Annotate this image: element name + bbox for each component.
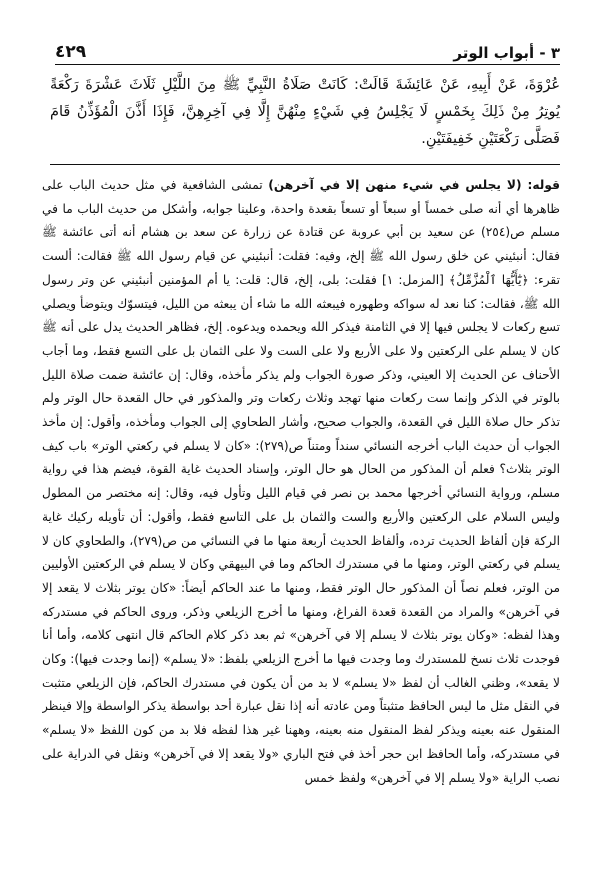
- commentary-text: تمشى الشافعية في مثل حديث الباب على ظاهرها أي أنه صلى خمساً أو سبعاً أو تسعاً بقعدة واحدة، وعلينا جوابه، وأشكل من حديث الباب ما في مسلم ص(٢٥٤) عن سعيد بن أبي عروبة عن قتادة عن زرارة عن سعد بن هشام أنه أتى عائشة ﷺ فقال: أنبئيني عن خلق رسول الله ﷺ إلخ، وفيه: فقلت: أنبئيني عن قيام رسول الله ﷺ فقالت: ألست تقرء: ﴿يَٰٓأَيُّهَا ٱلْمُزَّمِّلُ﴾ [المزمل: ١] فقلت: بلى، إلخ، قال: قلت: يا أم المؤمنين أنبئيني عن وتر رسول الله ﷺ، فقالت: كنا نعد له سواكه وطهوره فيبعثه الله ما شاء أن يبعثه من الليل، فيتسوّك ويتوضأ ويصلي تسع ركعات لا يجلس فيها إلا في الثامنة فيذكر الله ويحمده ويدعوه. إلخ، فظاهر الحديث يدل على أنه ﷺ كان لا يسلم على الركعتين ولا على الأربع ولا على الست ولا على الثمان بل على التسع فقط، وما أجاب الأحناف عن الحديث إلا العيني، وذكر صورة الجواب ولم يذكر مأخذه، وقال: إن عائشة ضمت صلاة الليل بالوتر في الذكر وإنما ست ركعات منها تهجد وثلاث ركعات وتر والمذكور في حال القعدة حال الوتر ولم تذكر حال صلاة الليل في القعدة، والجواب صحيح، وأشار الطحاوي إلى الجواب ومأخذه، وأقول: إن مأخذ الجواب أن حديث الباب أخرجه النسائي سنداً ومتناً ص(٢٧٩): «كان لا يسلم في ركعتي الوتر» باب كيف الوتر بثلاث؟ فعلم أن المذكور من الحال هو حال الوتر، وإسناد الحديث غاية القوة، فيضم هذا في رواية مسلم، ورواية النسائي أخرجها محمد بن نصر في قيام الليل وتأول فيه، وقال: إنه مختصر من المطول وليس السلام على الركعتين والأربع والست والثمان بل على التاسع فقط، وأقول: أن تأويله ركيك غاية الركة فإن ألفاظ الحديث ترده، وألفاظ الحديث أربعة منها ما في النسائي من ص(٢٧٩)، والطحاوي كان لا يسلم في ركعتي الوتر، ومنها ما في مستدرك الحاكم وما في البيهقي وكان لا يسلم في الركعتين الأوليين من الوتر، فعلم نصاً أن المذكور حال الوتر فقط، ومنها ما عند الحاكم أيضاً: «كان يوتر بثلاث لا يقعد إلا في آخرهن» والمراد من القعدة قعدة الفراغ، ومنها ما أخرج الزيلعي وذكر، وروى الحاكم في مستدركه وهذا لفظه: «وكان يوتر بثلاث لا يسلم إلا في آخرهن» ثم بعد ذكر كلام الحاكم قال انتهى كلامه، وأما أنا فوجدت ثلاث نسخ للمستدرك وما وجدت فيها ما أخرج الزيلعي بلفظ: «لا يسلم» (إنما وجدت فيها): وكان لا يقعد»، وظني الغالب أن لفظ «لا يسلم» لا بد من أن يكون في مستدرك الحاكم، فإن الزيلعي متثبت في النقل مثل ما ليس الحافظ متثبتاً ومن عادته أنه إذا نقل عبارة أحد بواسطة يذكر الواسطة وإلا فينظر المنقول عنه بعينه ويذكر لفظ المنقول منه بعينه، وههنا غير هذا لفظه فلا بد من كون اللفظ «لا يسلم» في مستدركه، وأما الحافظ ابن حجر أخذ في فتح الباري «ولا يقعد إلا في آخرهن» ونقل في الدراية على نصب الراية «ولا يسلم إلا في آخرهن» ولفظ خمس: [42, 178, 560, 785]
- hadith-text-block: [50, 72, 560, 153]
- section-divider: [50, 164, 560, 165]
- commentary-lead: قوله: (لا يجلس في شيء منهن إلا في آخرهن): [268, 178, 560, 192]
- commentary-paragraph: [42, 174, 560, 790]
- page-header: [55, 36, 560, 62]
- header-rule: [55, 64, 560, 65]
- commentary-block: [42, 174, 560, 874]
- page-number: ٤٢٩: [55, 42, 87, 62]
- hadith-text: عُرْوَةَ، عَنْ أَبِيهِ، عَنْ عَائِشَةَ قَالَتْ: كَانَتْ صَلَاةُ النَّبِيِّ ﷺ مِنَ اللَّيْلِ ثَلَاثَ عَشْرَةَ رَكْعَةً يُوتِرُ مِنْ ذَلِكَ بِخَمْسٍ لَا يَجْلِسُ فِي شَيْءٍ مِنْهُنَّ إِلَّا فِي آخِرِهِنَّ، فَإِذَا أَذَّنَ الْمُؤَذِّنُ قَامَ فَصَلَّى رَكْعَتَيْنِ خَفِيفَتَيْنِ.: [50, 77, 560, 147]
- chapter-title: ٣ - أبواب الوتر: [453, 44, 560, 62]
